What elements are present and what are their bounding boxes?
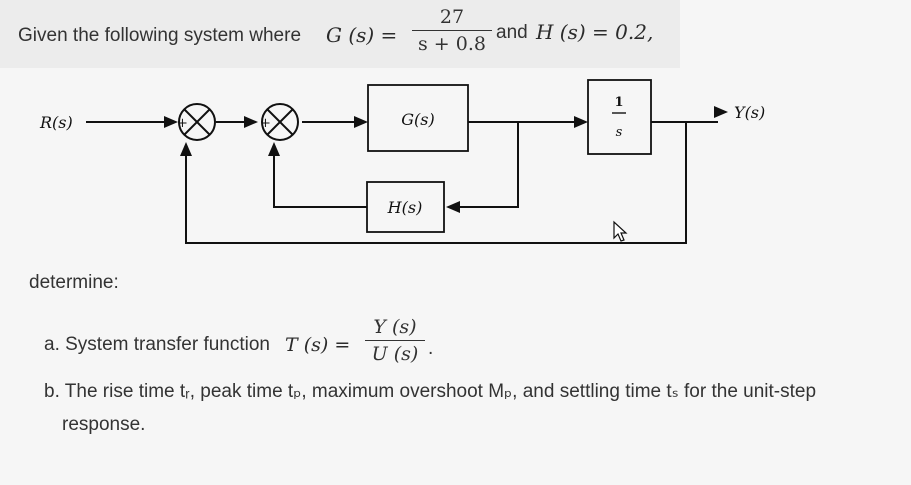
g-definition-lhs: G (s) =	[326, 23, 398, 47]
part-b-line-1: b. The rise time tᵣ, peak time tₚ, maximum overshoot Mₚ, and settling time tₛ for the unit-step	[44, 381, 817, 402]
output-label: Y(s)	[734, 103, 766, 122]
t-end-period: .	[428, 338, 434, 359]
sum1-plus-sign: +	[177, 116, 188, 131]
t-lhs: T (s) =	[285, 334, 351, 356]
t-fraction	[365, 316, 425, 365]
integrator-numerator: 1	[614, 95, 624, 110]
arrow-to-g-block	[354, 116, 368, 128]
integrator-block	[588, 80, 651, 154]
and-text: and	[496, 22, 528, 43]
t-fraction-bar	[365, 340, 425, 341]
part-a-prefix: a. System transfer function	[44, 334, 270, 355]
arrow-output	[714, 106, 728, 118]
t-denominator: U (s)	[371, 343, 419, 365]
determine-text: determine:	[29, 272, 119, 293]
given-prefix-text: Given the following system where	[18, 25, 302, 46]
mouse-cursor-icon	[614, 222, 626, 241]
g-block-label: G(s)	[401, 110, 435, 129]
g-denominator: s + 0.8	[418, 33, 486, 55]
arrow-to-integrator	[574, 116, 588, 128]
part-b-line-2: response.	[62, 414, 146, 435]
arrow-inner-feedback-up	[268, 142, 280, 156]
h-to-sum2-path	[274, 155, 367, 207]
arrow-to-sum2	[244, 116, 258, 128]
arrow-to-sum1	[164, 116, 178, 128]
t-numerator: Y (s)	[373, 316, 417, 338]
integrator-denominator: s	[615, 125, 623, 140]
arrow-to-h-block	[446, 201, 460, 213]
g-numerator: 27	[439, 6, 465, 28]
arrow-outer-feedback-up	[180, 142, 192, 156]
h-definition: H (s) = 0.2,	[536, 20, 654, 44]
h-block-label: H(s)	[387, 198, 423, 217]
input-label: R(s)	[40, 113, 73, 132]
sum2-plus-sign: +	[260, 116, 271, 131]
